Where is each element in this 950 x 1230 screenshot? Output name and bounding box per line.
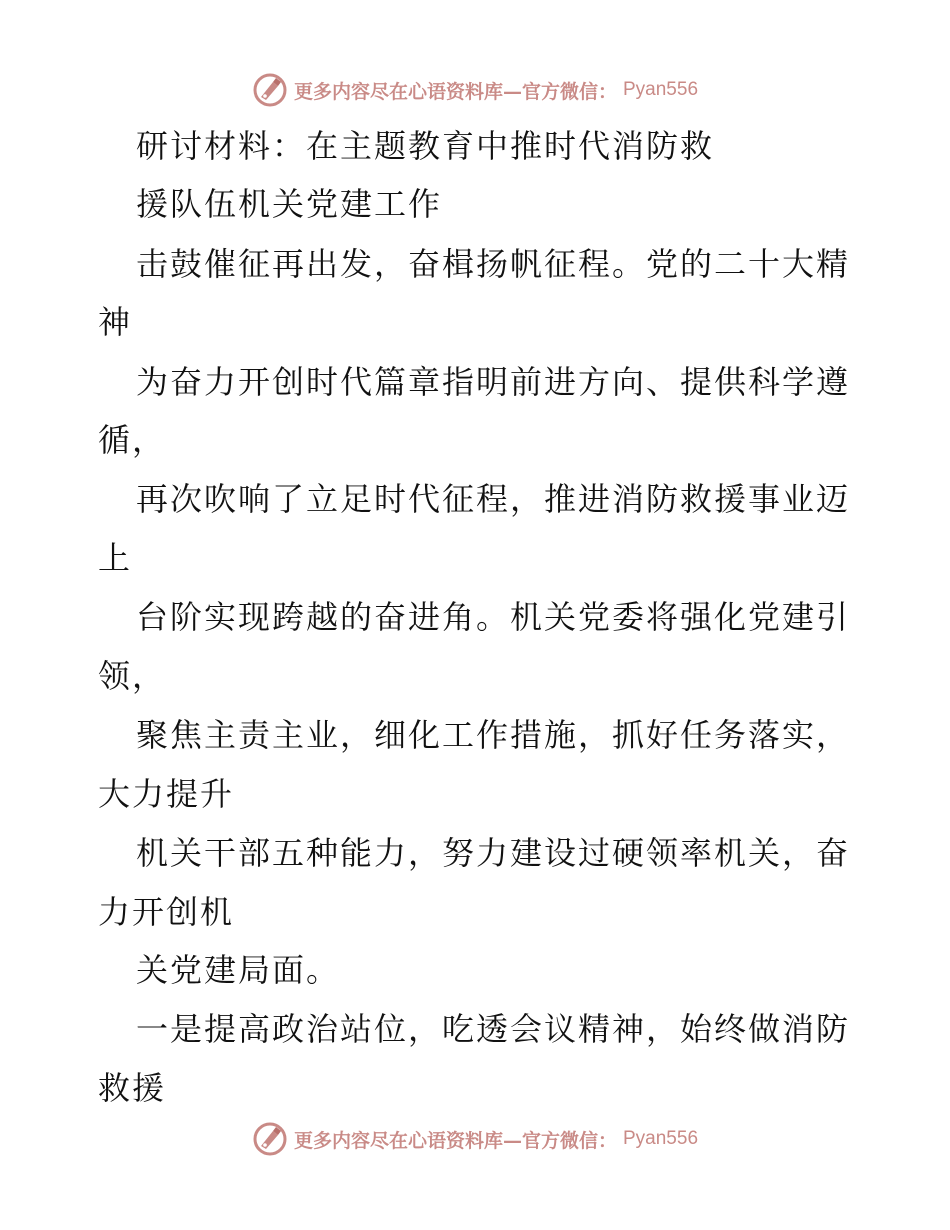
watermark-wechat-id: Pyan556 xyxy=(623,79,699,100)
doc-title-line-1: 研讨材料：在主题教育中推时代消防救 xyxy=(136,127,715,165)
doc-title-line-2: 援队伍机关党建工作 xyxy=(136,185,443,223)
watermark-text: 更多内容尽在心语资料库—官方微信： xyxy=(293,1129,617,1152)
pen-nib-logo-icon xyxy=(252,1121,288,1157)
doc-text-line: 一是提高政治站位，吃透会议精神，始终做消防 xyxy=(136,1010,851,1048)
doc-text-line: 为奋力开创时代篇章指明前进方向、提供科学遵 xyxy=(136,363,851,401)
watermark-text: 更多内容尽在心语资料库—官方微信： xyxy=(293,80,617,103)
watermark-content xyxy=(252,1121,698,1157)
doc-text-line: 再次吹响了立足时代征程，推进消防救援事业迈 xyxy=(136,480,851,518)
doc-text-line: 击鼓催征再出发，奋楫扬帆征程。党的二十大精 xyxy=(136,245,851,283)
doc-text-line: 大力提升 xyxy=(98,775,235,813)
doc-text-line: 台阶实现跨越的奋进角。机关党委将强化党建引 xyxy=(136,598,851,636)
doc-text-line: 循， xyxy=(98,421,167,459)
doc-text-line: 领， xyxy=(98,657,167,695)
doc-text-line: 救援 xyxy=(98,1069,167,1107)
doc-text-line: 机关干部五种能力，努力建设过硬领率机关，奋 xyxy=(136,834,851,872)
doc-text-line: 关党建局面。 xyxy=(136,951,341,989)
doc-text-line: 上 xyxy=(98,539,133,577)
doc-text-line: 力开创机 xyxy=(98,893,235,931)
footer-watermark-banner xyxy=(0,1117,950,1161)
doc-text-line: 聚焦主责主业，细化工作措施，抓好任务落实， xyxy=(136,716,851,754)
watermark-wechat-id: Pyan556 xyxy=(623,1128,699,1149)
doc-text-line: 神 xyxy=(98,303,133,341)
